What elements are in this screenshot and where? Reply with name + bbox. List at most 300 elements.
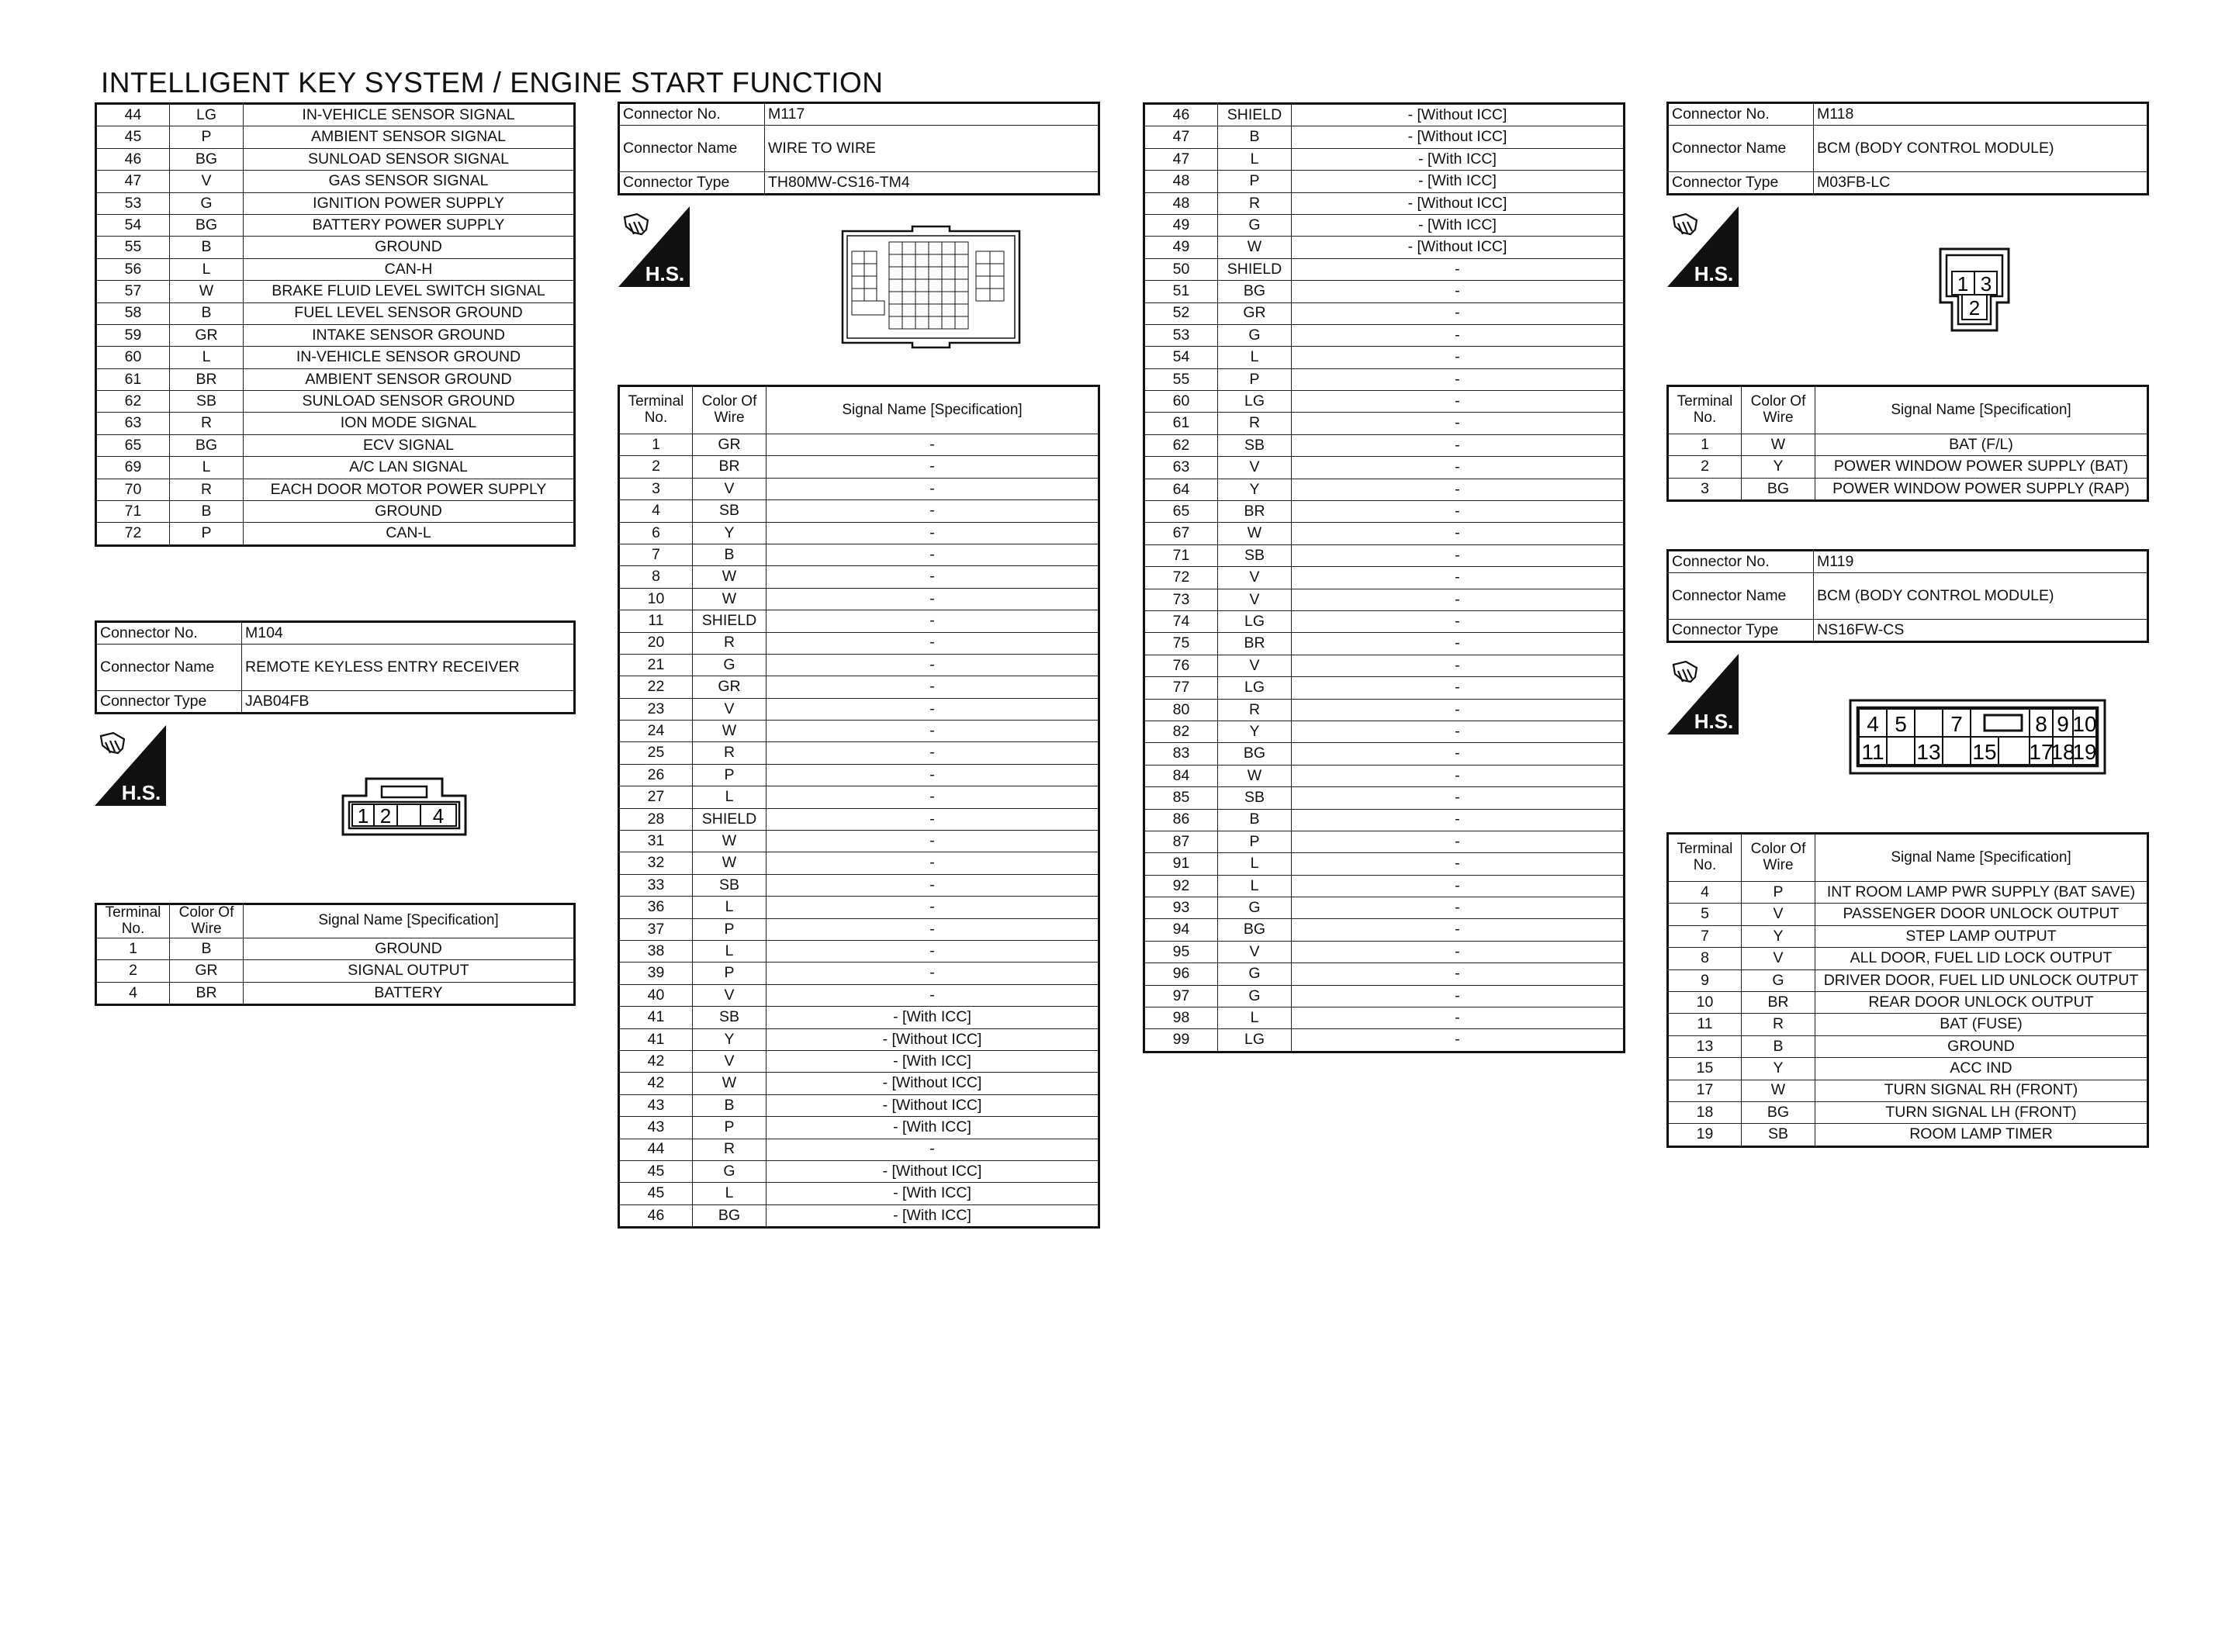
signal-name-cell: - [Without ICC] [767, 1094, 1099, 1116]
terminal-no-cell: 18 [1668, 1101, 1742, 1123]
terminal-no-cell: 76 [1144, 655, 1218, 676]
table-row [1668, 434, 2148, 456]
wire-color-cell: B [1742, 1035, 1815, 1057]
wire-color-cell: BR [1218, 633, 1292, 655]
connector-name-label: Connector Name [96, 645, 242, 691]
terminal-no-cell: 51 [1144, 281, 1218, 302]
terminal-no-cell: 41 [619, 1028, 693, 1050]
connector-cavity [864, 289, 877, 301]
terminal-no-cell: 64 [1144, 479, 1218, 500]
continued-terminal-table [95, 102, 576, 547]
table-row [1144, 765, 1625, 786]
signal-name-cell: - [1292, 941, 1625, 963]
table-row [1144, 743, 1625, 765]
table-row [1144, 104, 1625, 126]
wire-color-cell: V [1218, 941, 1292, 963]
table-row [1144, 544, 1625, 566]
m118-connector-no: M118 [1814, 103, 2148, 126]
m119-connector-info [1666, 549, 2149, 643]
signal-name-cell: - [1292, 610, 1625, 632]
terminal-no-cell: 46 [619, 1204, 693, 1227]
wire-color-cell: G [170, 192, 244, 214]
table-row [619, 963, 1099, 984]
connector-cavity [889, 316, 902, 329]
signal-name-cell: - [Without ICC] [1292, 237, 1625, 258]
wire-color-cell: SB [693, 1007, 767, 1028]
signal-name-cell: - [767, 984, 1099, 1006]
signal-name-cell: - [767, 786, 1099, 808]
signal-name-cell: - [1292, 589, 1625, 610]
table-row [619, 1073, 1099, 1094]
m119-terminal-table [1666, 832, 2149, 1148]
signal-name-cell: - [767, 963, 1099, 984]
terminal-no-cell: 4 [96, 982, 170, 1004]
wire-color-cell: SB [1218, 434, 1292, 456]
signal-name-cell: - [1292, 743, 1625, 765]
signal-name-cell: - [With ICC] [1292, 214, 1625, 236]
signal-name-cell: - [767, 852, 1099, 874]
terminal-no-cell: 15 [1668, 1058, 1742, 1080]
wire-color-cell: L [1218, 1007, 1292, 1029]
signal-name-cell: - [1292, 544, 1625, 566]
m104-connector-info [95, 620, 576, 714]
connector-cavity [990, 289, 1004, 301]
wire-color-cell: B [1218, 126, 1292, 148]
harness-side-icon [1667, 654, 1739, 734]
terminal-no-cell: 94 [1144, 919, 1218, 941]
signal-name-cell: - [767, 1139, 1099, 1160]
terminal-no-cell: 39 [619, 963, 693, 984]
table-row [1144, 721, 1625, 742]
wire-color-cell: R [1218, 413, 1292, 434]
terminal-no-cell: 53 [1144, 324, 1218, 346]
terminal-no-cell: 98 [1144, 1007, 1218, 1029]
table-row [1144, 831, 1625, 852]
table-row [619, 676, 1099, 698]
table-row [619, 1183, 1099, 1204]
m119-pin-label: 13 [1916, 740, 1941, 764]
table-row [619, 1028, 1099, 1050]
wire-color-cell: W [693, 588, 767, 610]
wire-color-cell: BR [1218, 501, 1292, 523]
terminal-no-cell: 23 [619, 698, 693, 720]
signal-name-cell: - [With ICC] [767, 1117, 1099, 1139]
m117-terminal-table-continued [1143, 102, 1625, 1053]
signal-name-cell: - [1292, 281, 1625, 302]
terminal-no-cell: 49 [1144, 237, 1218, 258]
wire-color-cell: GR [170, 960, 244, 982]
wire-color-cell: BG [1742, 478, 1815, 500]
table-row [1144, 1007, 1625, 1029]
connector-cavity [955, 254, 968, 267]
table-row [619, 786, 1099, 808]
wire-color-cell: G [1218, 897, 1292, 919]
terminal-no-cell: 33 [619, 874, 693, 896]
terminal-no-cell: 91 [1144, 853, 1218, 875]
connector-cavity [955, 279, 968, 292]
signal-name-cell: - [1292, 501, 1625, 523]
connector-cavity [929, 292, 942, 304]
connector-type-label: Connector Type [96, 691, 242, 714]
terminal-no-cell: 72 [96, 523, 170, 545]
terminal-no-cell: 69 [96, 457, 170, 479]
connector-name-label: Connector Name [1668, 126, 1814, 172]
wire-color-cell: P [1742, 882, 1815, 904]
connector-cavity [902, 267, 915, 279]
table-row [619, 1117, 1099, 1139]
table-row [1144, 457, 1625, 479]
terminal-no-cell: 4 [619, 500, 693, 522]
table-row [1668, 904, 2148, 925]
table-row [1668, 1014, 2148, 1035]
terminal-no-cell: 47 [96, 171, 170, 192]
connector-no-label: Connector No. [1668, 551, 1814, 573]
wire-color-cell: Y [1742, 925, 1815, 947]
signal-name-cell: - [Without ICC] [767, 1028, 1099, 1050]
wire-color-cell: GR [170, 324, 244, 346]
wire-color-cell: V [693, 984, 767, 1006]
terminal-no-cell: 49 [1144, 214, 1218, 236]
wire-color-cell: P [693, 1117, 767, 1139]
signal-name-cell: - [With ICC] [1292, 148, 1625, 170]
wire-color-cell: P [1218, 171, 1292, 192]
wire-color-cell: Y [1218, 479, 1292, 500]
wire-color-cell: L [693, 940, 767, 962]
wire-color-cell: LG [1218, 610, 1292, 632]
terminal-no-cell: 75 [1144, 633, 1218, 655]
terminal-no-cell: 58 [96, 302, 170, 324]
terminal-no-cell: 8 [1668, 948, 1742, 969]
table-row [619, 522, 1099, 544]
table-row [96, 413, 575, 434]
connector-cavity [889, 254, 902, 267]
terminal-no-cell: 36 [619, 897, 693, 918]
connector-cavity [942, 292, 955, 304]
terminal-no-cell: 72 [1144, 567, 1218, 589]
terminal-no-cell: 47 [1144, 126, 1218, 148]
wire-color-cell: V [1218, 655, 1292, 676]
signal-name-cell: BRAKE FLUID LEVEL SWITCH SIGNAL [244, 281, 575, 302]
terminal-no-cell: 96 [1144, 963, 1218, 985]
svg-text:H.S.: H.S. [1694, 262, 1734, 285]
signal-name-cell: - [With ICC] [767, 1183, 1099, 1204]
signal-name-cell: INT ROOM LAMP PWR SUPPLY (BAT SAVE) [1815, 882, 2148, 904]
terminal-no-cell: 2 [96, 960, 170, 982]
table-row [1144, 677, 1625, 699]
table-row [619, 897, 1099, 918]
signal-name-cell: IGNITION POWER SUPPLY [244, 192, 575, 214]
wire-color-cell: SHIELD [1218, 258, 1292, 280]
m119-pin-label: 5 [1895, 712, 1907, 736]
signal-name-cell: - [1292, 677, 1625, 699]
signal-name-cell: SUNLOAD SENSOR SIGNAL [244, 148, 575, 170]
m119-pin-label: 19 [2072, 740, 2097, 764]
table-row [619, 1160, 1099, 1182]
wire-color-cell: W [1218, 765, 1292, 786]
signal-name-cell: - [1292, 1007, 1625, 1029]
color-of-wire-header: Color Of Wire [693, 386, 767, 434]
connector-cavity [889, 304, 902, 316]
table-row [1668, 1124, 2148, 1146]
wire-color-cell: P [170, 126, 244, 148]
wire-color-cell: G [693, 1160, 767, 1182]
table-row [1144, 302, 1625, 324]
terminal-no-cell: 77 [1144, 677, 1218, 699]
m117-connector-type: TH80MW-CS16-TM4 [765, 172, 1099, 195]
wire-color-cell: L [693, 897, 767, 918]
m118-connector-face [1938, 247, 2011, 334]
terminal-no-cell: 62 [96, 391, 170, 413]
signal-name-cell: - [1292, 1029, 1625, 1052]
wire-color-cell: BG [1218, 743, 1292, 765]
connector-cavity [976, 264, 990, 276]
table-row [96, 126, 575, 148]
terminal-no-cell: 97 [1144, 985, 1218, 1007]
wire-color-cell: G [1218, 214, 1292, 236]
table-row [619, 852, 1099, 874]
harness-side-icon [1667, 206, 1739, 287]
signal-name-cell: ION MODE SIGNAL [244, 413, 575, 434]
table-row [1144, 610, 1625, 632]
table-row [619, 632, 1099, 654]
signal-name-cell: AMBIENT SENSOR SIGNAL [244, 126, 575, 148]
wire-color-cell: L [1218, 148, 1292, 170]
table-row [1144, 941, 1625, 963]
terminal-no-cell: 55 [96, 237, 170, 258]
table-row [1144, 237, 1625, 258]
wire-color-cell: BR [693, 456, 767, 478]
table-row [1144, 699, 1625, 721]
table-row [96, 302, 575, 324]
connector-name-label: Connector Name [619, 126, 765, 172]
m117-connector-name: WIRE TO WIRE [765, 126, 1099, 172]
terminal-no-cell: 19 [1668, 1124, 1742, 1146]
table-row [619, 610, 1099, 632]
signal-name-cell: - [1292, 391, 1625, 413]
m119-pin-label: 9 [2057, 712, 2069, 736]
wire-color-cell: V [1218, 589, 1292, 610]
table-row [96, 434, 575, 456]
table-row [619, 478, 1099, 499]
terminal-no-cell: 53 [96, 192, 170, 214]
table-row [619, 918, 1099, 940]
table-row [96, 347, 575, 368]
wire-color-cell: W [1742, 434, 1815, 456]
wire-color-cell: P [693, 963, 767, 984]
terminal-no-cell: 54 [96, 214, 170, 236]
connector-name-label: Connector Name [1668, 573, 1814, 620]
wire-color-cell: L [170, 457, 244, 479]
wire-color-cell: LG [1218, 677, 1292, 699]
table-row [1144, 1029, 1625, 1052]
connector-cavity [929, 242, 942, 254]
terminal-no-cell: 99 [1144, 1029, 1218, 1052]
wire-color-cell: BR [170, 368, 244, 390]
terminal-no-header: Terminal No. [96, 904, 170, 938]
connector-cavity [852, 289, 864, 301]
signal-name-cell: GROUND [244, 938, 575, 959]
table-row [619, 1050, 1099, 1072]
terminal-no-cell: 42 [619, 1050, 693, 1072]
table-row [619, 456, 1099, 478]
table-row [619, 808, 1099, 830]
terminal-no-cell: 71 [96, 501, 170, 523]
table-row [96, 324, 575, 346]
terminal-no-cell: 63 [96, 413, 170, 434]
connector-cavity [915, 316, 929, 329]
wire-color-cell: G [1218, 324, 1292, 346]
terminal-no-cell: 47 [1144, 148, 1218, 170]
wire-color-cell: R [693, 742, 767, 764]
table-row [96, 960, 575, 982]
terminal-no-cell: 9 [1668, 969, 1742, 991]
wire-color-cell: GR [693, 676, 767, 698]
signal-name-cell: - [1292, 413, 1625, 434]
signal-name-header: Signal Name [Specification] [1815, 834, 2148, 882]
m117-connector-no: M117 [765, 103, 1099, 126]
table-row [96, 391, 575, 413]
wire-color-cell: R [170, 413, 244, 434]
wire-color-cell: BR [170, 982, 244, 1004]
color-of-wire-header: Color Of Wire [1742, 386, 1815, 434]
terminal-no-cell: 13 [1668, 1035, 1742, 1057]
signal-name-cell: DRIVER DOOR, FUEL LID UNLOCK OUTPUT [1815, 969, 2148, 991]
terminal-no-cell: 4 [1668, 882, 1742, 904]
terminal-no-cell: 40 [619, 984, 693, 1006]
wire-color-cell: V [170, 171, 244, 192]
m117-terminal-table [618, 385, 1100, 1229]
table-row [1144, 589, 1625, 610]
terminal-no-cell: 48 [1144, 192, 1218, 214]
signal-name-cell: - [1292, 963, 1625, 985]
terminal-no-cell: 52 [1144, 302, 1218, 324]
terminal-no-cell: 95 [1144, 941, 1218, 963]
m118-connector-type: M03FB-LC [1814, 172, 2148, 195]
terminal-no-cell: 24 [619, 721, 693, 742]
signal-name-cell: - [1292, 655, 1625, 676]
table-row [96, 237, 575, 258]
terminal-no-cell: 44 [619, 1139, 693, 1160]
connector-cavity [942, 254, 955, 267]
wire-color-cell: GR [693, 434, 767, 456]
connector-cavity [864, 264, 877, 276]
table-row [1144, 897, 1625, 919]
m104-pin-label: 4 [432, 804, 445, 828]
table-row [1144, 567, 1625, 589]
terminal-no-cell: 67 [1144, 523, 1218, 544]
terminal-no-cell: 10 [1668, 991, 1742, 1013]
signal-name-cell: - [767, 940, 1099, 962]
table-row [1668, 969, 2148, 991]
connector-cavity [942, 242, 955, 254]
terminal-no-cell: 38 [619, 940, 693, 962]
terminal-no-cell: 44 [96, 104, 170, 126]
m117-connector-face [835, 225, 1027, 349]
wire-color-cell: G [1742, 969, 1815, 991]
table-row [96, 479, 575, 500]
connector-cavity [864, 251, 877, 264]
signal-name-cell: - [1292, 457, 1625, 479]
table-row [1668, 1035, 2148, 1057]
m104-pin-label: 2 [379, 804, 392, 828]
signal-name-cell: POWER WINDOW POWER SUPPLY (BAT) [1815, 456, 2148, 478]
signal-name-cell: - [767, 918, 1099, 940]
signal-name-cell: TURN SIGNAL LH (FRONT) [1815, 1101, 2148, 1123]
signal-name-cell: - [1292, 809, 1625, 831]
wire-color-cell: BG [693, 1204, 767, 1227]
wire-color-cell: R [1218, 699, 1292, 721]
m117-connector-info [618, 102, 1100, 195]
wire-color-cell: L [170, 258, 244, 280]
terminal-no-cell: 60 [1144, 391, 1218, 413]
table-row [1668, 948, 2148, 969]
terminal-no-cell: 5 [1668, 904, 1742, 925]
signal-name-cell: - [767, 874, 1099, 896]
wire-color-cell: B [170, 237, 244, 258]
wire-color-cell: BG [170, 214, 244, 236]
signal-name-cell: - [1292, 787, 1625, 809]
m104-connector-no: M104 [242, 622, 575, 645]
connector-cavity [915, 242, 929, 254]
signal-name-cell: - [With ICC] [1292, 171, 1625, 192]
table-row [1144, 919, 1625, 941]
signal-name-cell: - [1292, 479, 1625, 500]
table-row [96, 501, 575, 523]
signal-name-cell: - [Without ICC] [1292, 192, 1625, 214]
table-row [1668, 1101, 2148, 1123]
terminal-no-cell: 2 [619, 456, 693, 478]
connector-cavity [929, 254, 942, 267]
table-row [1144, 787, 1625, 809]
terminal-no-cell: 87 [1144, 831, 1218, 852]
wire-color-cell: V [1218, 567, 1292, 589]
table-row [1144, 501, 1625, 523]
signal-name-cell: - [767, 831, 1099, 852]
signal-name-cell: - [1292, 633, 1625, 655]
connector-type-label: Connector Type [619, 172, 765, 195]
signal-name-cell: - [767, 698, 1099, 720]
table-row [619, 588, 1099, 610]
m104-connector-face [341, 776, 469, 838]
table-row [1668, 478, 2148, 500]
terminal-no-cell: 26 [619, 764, 693, 786]
table-row [1144, 214, 1625, 236]
terminal-no-cell: 37 [619, 918, 693, 940]
connector-cavity [915, 279, 929, 292]
wire-color-cell: SB [693, 500, 767, 522]
wire-color-cell: B [693, 544, 767, 565]
signal-name-cell: - [1292, 434, 1625, 456]
connector-cavity [902, 242, 915, 254]
connector-cavity [929, 304, 942, 316]
wire-color-cell: V [1742, 948, 1815, 969]
table-row [1144, 391, 1625, 413]
wire-color-cell: Y [1742, 1058, 1815, 1080]
wire-color-cell: V [1218, 457, 1292, 479]
m118-terminal-table [1666, 385, 2149, 502]
page-title: INTELLIGENT KEY SYSTEM / ENGINE START FUNCTION [101, 67, 884, 98]
wire-color-cell: BR [1742, 991, 1815, 1013]
table-row [619, 698, 1099, 720]
signal-name-cell: CAN-L [244, 523, 575, 545]
connector-cavity [915, 267, 929, 279]
table-row [96, 148, 575, 170]
wire-color-cell: P [693, 918, 767, 940]
connector-cavity [915, 304, 929, 316]
terminal-no-cell: 74 [1144, 610, 1218, 632]
wire-color-cell: SB [170, 391, 244, 413]
table-row [1144, 853, 1625, 875]
